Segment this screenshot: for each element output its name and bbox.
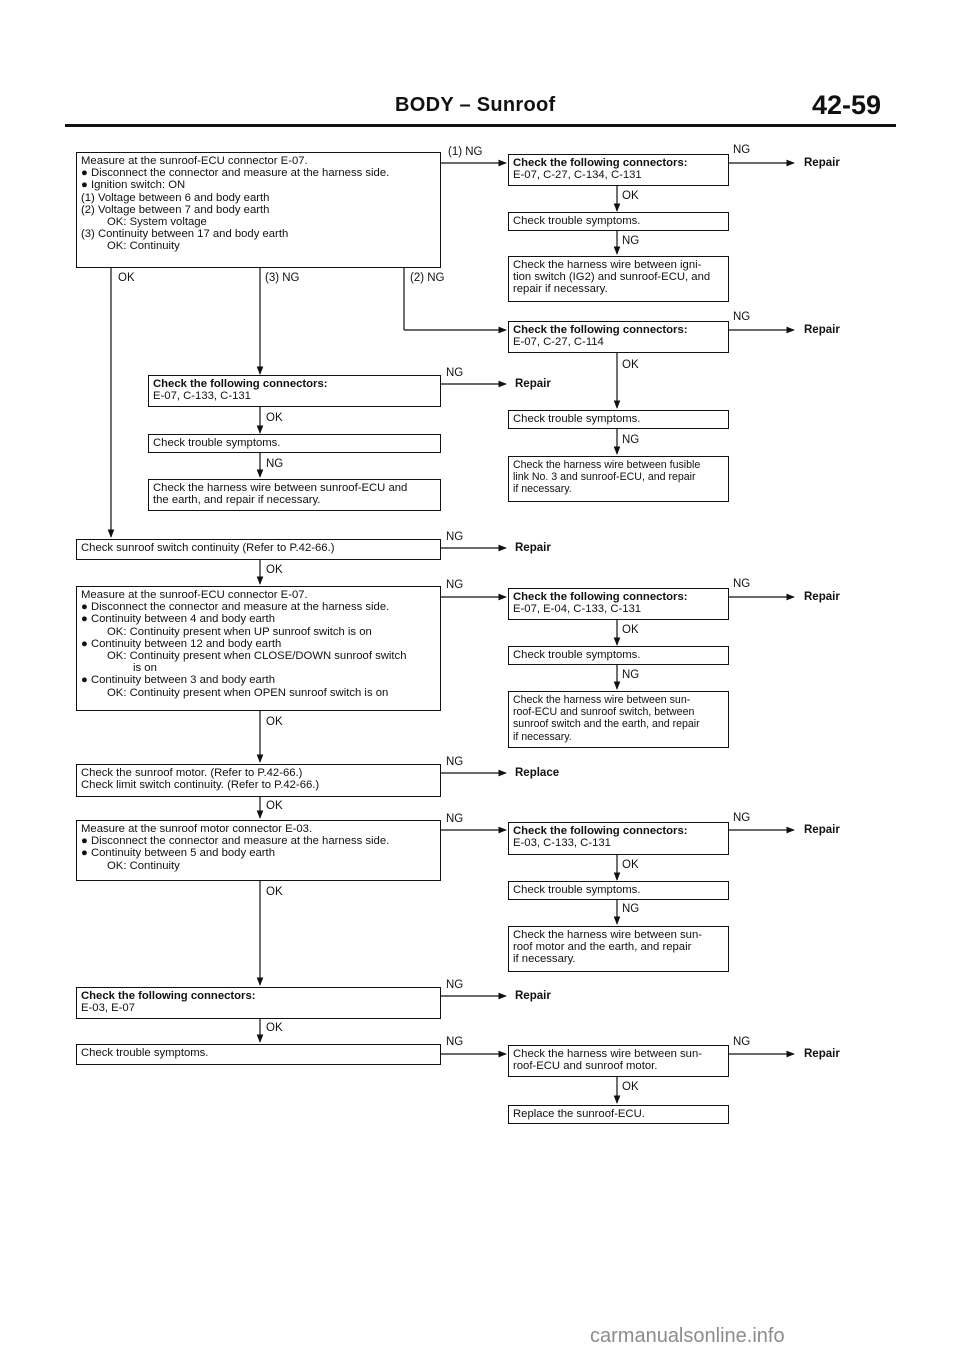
label-ng: NG <box>446 979 464 991</box>
m3c-line1: Check the harness wire between sunroof-ECU and <box>153 482 408 494</box>
box1-line7: (3) Continuity between 17 and body earth <box>81 228 289 241</box>
repair-text: Repair <box>804 324 840 336</box>
box6-line4: OK: Continuity present when UP sunroof switch is on <box>107 625 372 638</box>
motor-connector-box <box>76 820 441 881</box>
r8b-line1: Check trouble symptoms. <box>513 884 641 896</box>
label-1-ng: (1) NG <box>448 146 483 158</box>
box6-line9: OK: Continuity present when OPEN sunroof switch is on <box>107 686 389 699</box>
r6c-line2: roof-ECU and sunroof switch, between <box>513 706 695 719</box>
label-ng: NG <box>622 235 640 247</box>
switch-continuity-box <box>76 586 441 711</box>
r1c-line3: repair if necessary. <box>513 283 608 296</box>
label-ok: OK <box>622 359 639 371</box>
label-ng: NG <box>622 669 640 681</box>
m3a-box <box>148 375 441 407</box>
r1a-line2: E-07, C-27, C-134, C-131 <box>513 169 642 182</box>
box1-line6: OK: System voltage <box>107 216 207 229</box>
r6b-box <box>508 646 729 665</box>
label-ng: NG <box>446 531 464 543</box>
sunroof-switch-box <box>76 539 441 560</box>
r8b-box <box>508 881 729 900</box>
label-ng: NG <box>622 434 640 446</box>
box6-line5: ● Continuity between 12 and body earth <box>81 637 282 650</box>
section-title: BODY – Sunroof <box>395 94 556 116</box>
r2b-box <box>508 410 729 429</box>
r1b-box <box>508 212 729 231</box>
r8c-line1: Check the harness wire between sun- <box>513 929 703 941</box>
repair-text: Repair <box>804 591 840 603</box>
r10a-line2: roof-ECU and sunroof motor. <box>513 1060 658 1073</box>
r1c-line2: tion switch (IG2) and sunroof-ECU, and <box>513 271 711 284</box>
r10a-box <box>508 1045 729 1077</box>
box6-line3: ● Continuity between 4 and body earth <box>81 613 275 626</box>
label-ok: OK <box>266 886 283 898</box>
box6-line2: ● Disconnect the connector and measure at the harness side. <box>81 601 390 614</box>
label-ok: OK <box>118 272 135 284</box>
r8a-box <box>508 822 729 855</box>
watermark-text: carmanualsonline.info <box>590 1325 785 1347</box>
r8a-line1: Check the following connectors: <box>513 825 688 837</box>
box1-line5: (2) Voltage between 7 and body earth <box>81 203 270 216</box>
r2b-line1: Check trouble symptoms. <box>513 413 641 425</box>
r1c-box <box>508 256 729 302</box>
r6c-line3: sunroof switch and the earth, and repair <box>513 718 700 731</box>
label-ok: OK <box>622 190 639 202</box>
r1a-box <box>508 154 729 186</box>
r8c-box <box>508 926 729 972</box>
connectors-e03-e07-box <box>76 987 441 1019</box>
box7-line1: Check the sunroof motor. (Refer to P.42-66.) <box>81 767 303 779</box>
label-ng: NG <box>446 1036 464 1048</box>
label-ng: NG <box>446 367 464 379</box>
label-ok: OK <box>266 800 283 812</box>
r6b-line1: Check trouble symptoms. <box>513 649 641 661</box>
label-ng: NG <box>446 756 464 768</box>
label-ng: NG <box>733 311 751 323</box>
repair-text: Repair <box>515 542 551 554</box>
label-ok: OK <box>266 1022 283 1034</box>
label-ok: OK <box>266 412 283 424</box>
r6c-box <box>508 691 729 748</box>
r6c-line4: if necessary. <box>513 730 572 743</box>
box1-line4: (1) Voltage between 6 and body earth <box>81 191 270 204</box>
r8c-line3: if necessary. <box>513 953 576 966</box>
r10b-line1: Replace the sunroof-ECU. <box>513 1108 645 1120</box>
r1c-line1: Check the harness wire between igni- <box>513 259 702 271</box>
r6a-line1: Check the following connectors: <box>513 591 688 603</box>
label-ng: NG <box>446 579 464 591</box>
label-ok: OK <box>622 624 639 636</box>
box8-line3: ● Continuity between 5 and body earth <box>81 847 275 860</box>
label-ng: NG <box>733 578 751 590</box>
box1-line1: Measure at the sunroof-ECU connector E-07. <box>81 155 308 167</box>
motor-check-box <box>76 764 441 797</box>
ecu-voltage-check-box <box>76 152 441 268</box>
r2c-box <box>508 456 729 502</box>
replace-text: Replace <box>515 767 560 779</box>
m3a-line1: Check the following connectors: <box>153 378 328 390</box>
box8-line4: OK: Continuity <box>107 859 180 872</box>
label-2-ng: (2) NG <box>410 272 445 284</box>
r2a-line2: E-07, C-27, C-114 <box>513 336 604 349</box>
box10-line1: Check trouble symptoms. <box>81 1047 209 1059</box>
repair-text: Repair <box>804 1048 840 1060</box>
box1-line3: ● Ignition switch: ON <box>81 179 186 192</box>
r6a-box <box>508 588 729 620</box>
label-ng: NG <box>446 813 464 825</box>
m3b-line1: Check trouble symptoms. <box>153 437 281 449</box>
label-ok: OK <box>622 859 639 871</box>
m3a-line2: E-07, C-133, C-131 <box>153 390 251 403</box>
box7-line2: Check limit switch continuity. (Refer to P.42-66.) <box>81 779 320 792</box>
label-ng: NG <box>622 903 640 915</box>
repair-text: Repair <box>804 824 840 836</box>
page-number: 42-59 <box>812 90 882 120</box>
box5-line1: Check sunroof switch continuity (Refer to P.42-66.) <box>81 542 335 554</box>
r1b-line1: Check trouble symptoms. <box>513 215 641 227</box>
m3c-line2: the earth, and repair if necessary. <box>153 494 321 507</box>
r2c-line3: if necessary. <box>513 483 572 496</box>
r6c-line1: Check the harness wire between sun- <box>513 694 691 706</box>
box9-line2: E-03, E-07 <box>81 1002 136 1015</box>
r8c-line2: roof motor and the earth, and repair <box>513 941 692 954</box>
box1-line2: ● Disconnect the connector and measure at the harness side. <box>81 167 390 180</box>
label-3-ng: (3) NG <box>265 272 300 284</box>
label-ok: OK <box>266 716 283 728</box>
label-ng: NG <box>733 812 751 824</box>
r2a-box <box>508 321 729 353</box>
box8-line1: Measure at the sunroof motor connector E-03. <box>81 823 313 835</box>
m3c-box <box>148 479 441 511</box>
box6-line7: is on <box>133 662 157 675</box>
box6-line6: OK: Continuity present when CLOSE/DOWN sunroof switch <box>107 650 407 663</box>
r10b-box <box>508 1105 729 1124</box>
m3b-box <box>148 434 441 453</box>
box1-line8: OK: Continuity <box>107 240 180 253</box>
box9-line1: Check the following connectors: <box>81 990 256 1002</box>
r1a-line1: Check the following connectors: <box>513 157 688 169</box>
label-ng: NG <box>266 458 284 470</box>
repair-text: Repair <box>515 990 551 1002</box>
trouble-symptoms-box <box>76 1044 441 1065</box>
repair-text: Repair <box>804 157 840 169</box>
r2a-line1: Check the following connectors: <box>513 324 688 336</box>
box8-line2: ● Disconnect the connector and measure at the harness side. <box>81 835 390 848</box>
repair-text: Repair <box>515 378 551 390</box>
label-ok: OK <box>266 564 283 576</box>
box6-line8: ● Continuity between 3 and body earth <box>81 674 275 687</box>
r6a-line2: E-07, E-04, C-133, C-131 <box>513 603 642 616</box>
r10a-line1: Check the harness wire between sun- <box>513 1048 703 1060</box>
label-ng: NG <box>733 1036 751 1048</box>
r2c-line1: Check the harness wire between fusible <box>513 459 701 471</box>
r2c-line2: link No. 3 and sunroof-ECU, and repair <box>513 471 696 484</box>
box6-line1: Measure at the sunroof-ECU connector E-07. <box>81 589 308 601</box>
label-ng: NG <box>733 144 751 156</box>
r8a-line2: E-03, C-133, C-131 <box>513 837 611 850</box>
label-ok: OK <box>622 1081 639 1093</box>
